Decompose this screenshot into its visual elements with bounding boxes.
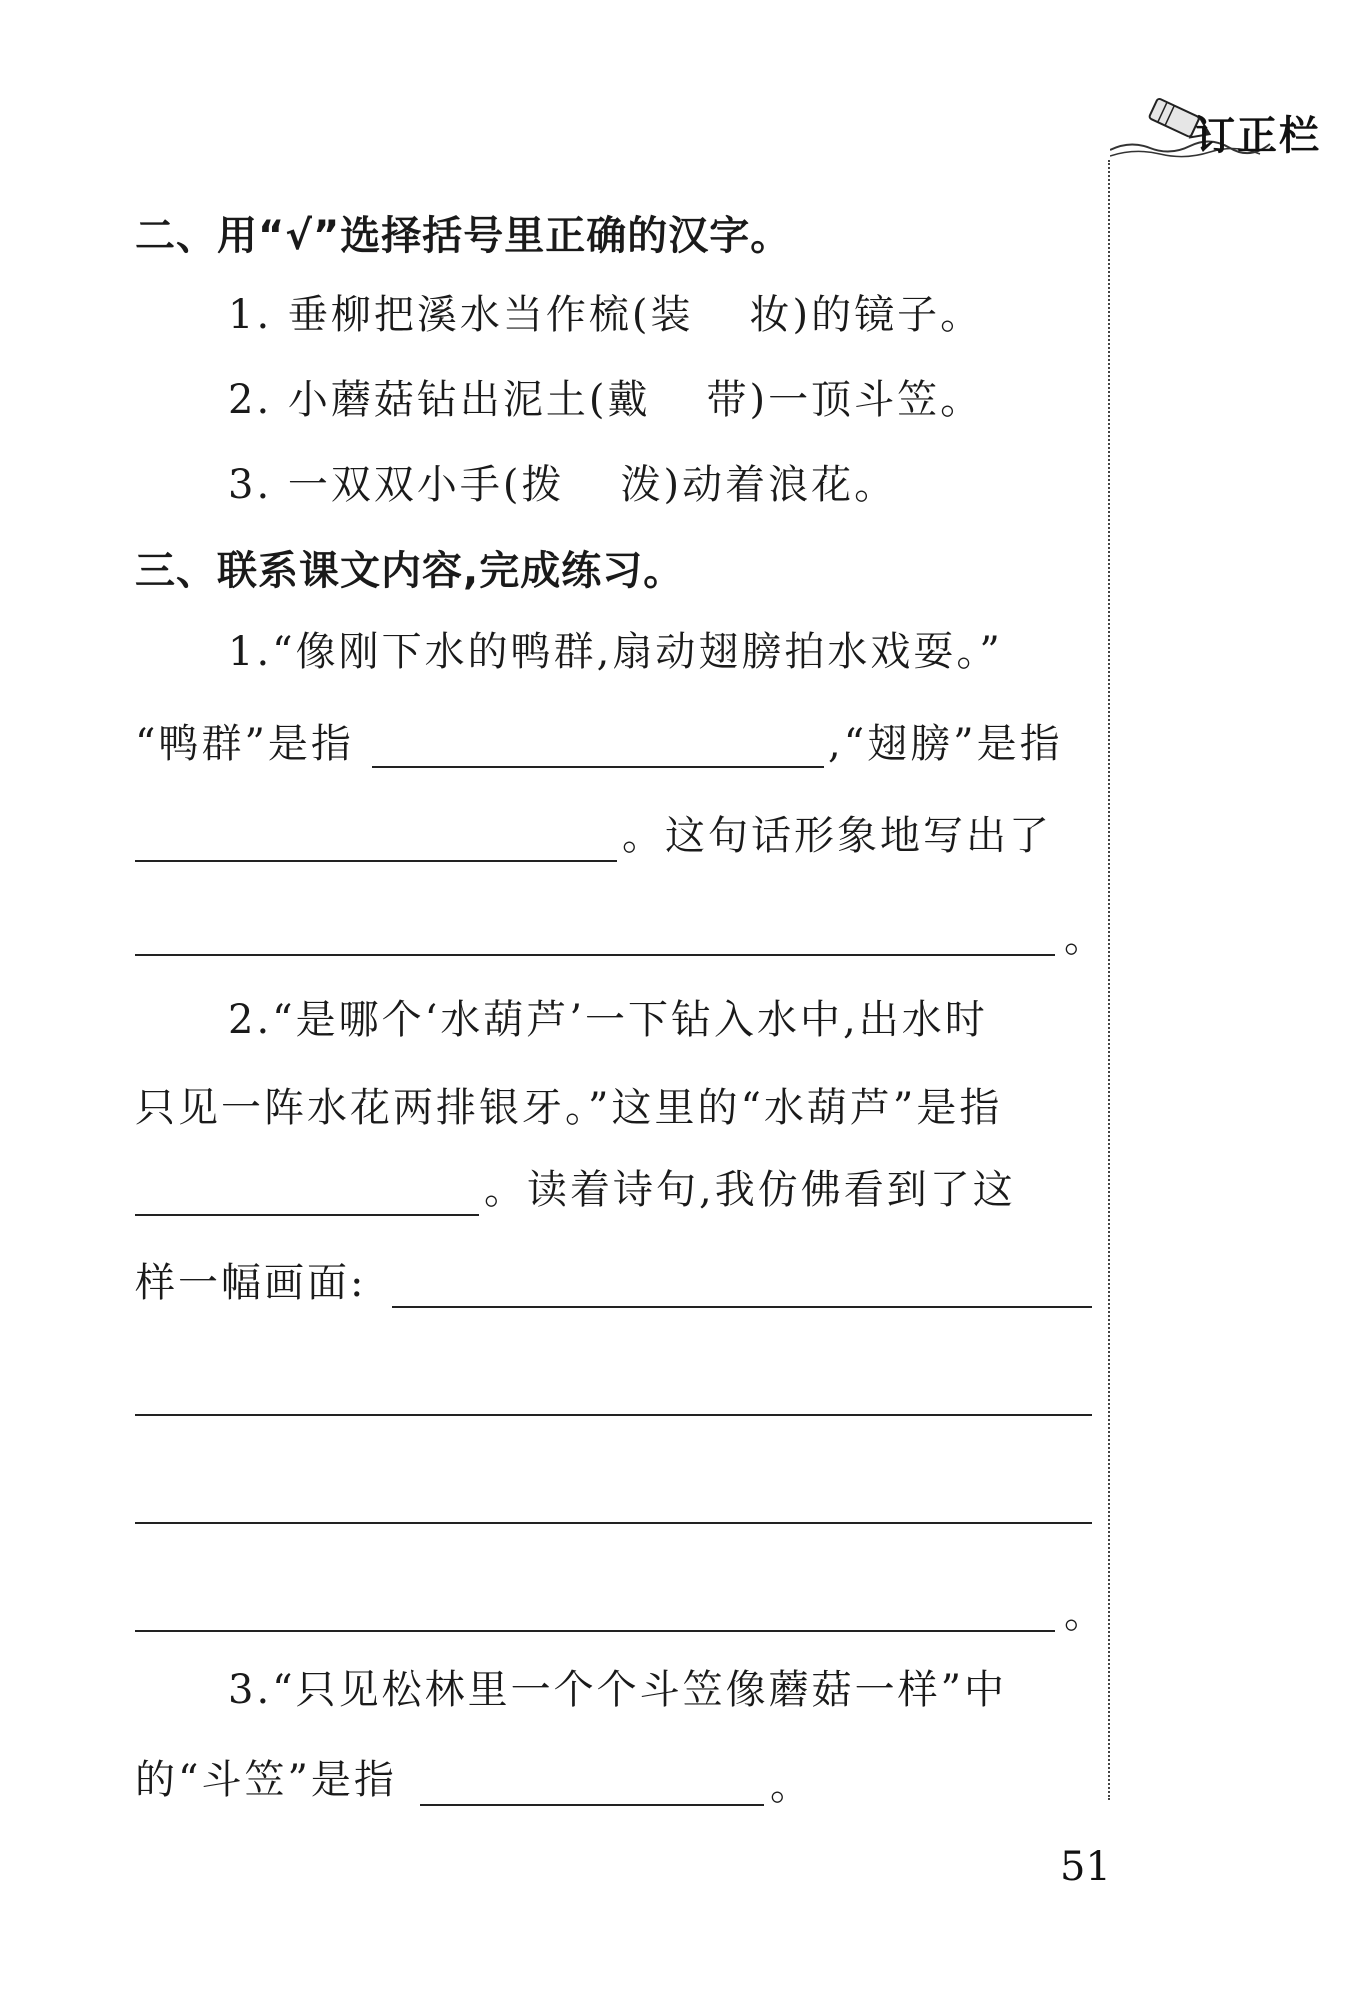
item-3-text: 3. 一双双小手(拨 [228, 462, 565, 508]
q3-answer-blank[interactable] [420, 1804, 764, 1806]
q2-answer-blank-5[interactable] [135, 1630, 1055, 1632]
q1-line-3: 。这句话形象地写出了 [622, 813, 1052, 859]
item-1-text: 1. 垂柳把溪水当作梳(装 [228, 292, 694, 338]
section2-heading: 二、用“√”选择括号里正确的汉字。 [135, 213, 792, 259]
q3-line-2: 的“斗笠”是指 [135, 1757, 397, 1803]
q2-answer-blank-4[interactable] [135, 1522, 1092, 1524]
q2-answer-blank-3[interactable] [135, 1414, 1092, 1416]
q3-line-1: 3.“只见松林里一个个斗笠像蘑菇一样”中 [228, 1667, 1008, 1713]
q3-end-period: 。 [770, 1763, 810, 1809]
page-number: 51 [1060, 1844, 1111, 1890]
q1-line-2a: “鸭群”是指 [135, 721, 354, 767]
q2-line-4: 样一幅画面: [135, 1260, 367, 1306]
section2-item-1 [228, 287, 983, 343]
q1-answer-blank-1[interactable] [372, 766, 824, 768]
q2-end-period: 。 [1064, 1591, 1104, 1637]
item-2-option: 带)一顶斗笠。 [706, 377, 984, 423]
item-1-option: 妆)的镜子。 [749, 292, 984, 338]
q1-answer-blank-3[interactable] [135, 954, 1055, 956]
q1-end-period: 。 [1064, 915, 1104, 961]
section3-heading: 三、联系课文内容,完成练习。 [135, 548, 685, 594]
q1-answer-blank-2[interactable] [135, 860, 617, 862]
section2-item-3 [228, 457, 897, 513]
q2-answer-blank-2[interactable] [392, 1306, 1092, 1308]
correction-column-divider [1108, 160, 1110, 1800]
q1-line-2b: ,“翅膀”是指 [828, 721, 1063, 767]
section2-item-2 [228, 372, 983, 428]
q2-answer-blank-1[interactable] [135, 1214, 479, 1216]
q2-line-1: 2.“是哪个‘水葫芦’一下钻入水中,出水时 [228, 997, 988, 1043]
q2-line-2: 只见一阵水花两排银牙。”这里的“水葫芦”是指 [135, 1085, 1003, 1131]
q2-line-3: 。读着诗句,我仿佛看到了这 [484, 1167, 1016, 1213]
correction-column-title: 订正栏 [1195, 113, 1321, 159]
item-3-option: 泼)动着浪花。 [620, 462, 898, 508]
item-2-text: 2. 小蘑菇钻出泥土(戴 [228, 377, 651, 423]
q1-line-1: 1.“像刚下水的鸭群,扇动翅膀拍水戏耍。” [228, 629, 1003, 675]
